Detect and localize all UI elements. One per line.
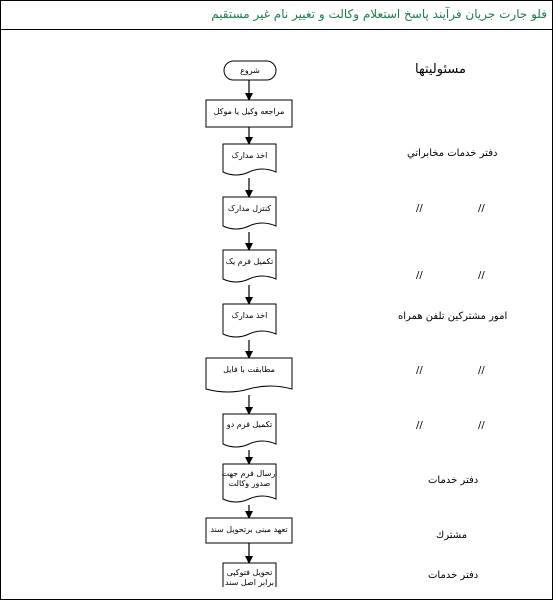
responsibility-ditto: //	[478, 270, 485, 281]
step-label: تحویل فتوکپی برابر اصل سند	[225, 568, 274, 587]
responsibility-label: دفتر خدمات مخابراتي	[407, 148, 498, 159]
responsibility-label: دفتر خدمات	[428, 570, 479, 581]
responsibility-ditto: //	[416, 203, 423, 214]
responsibility-label: مشترك	[436, 530, 468, 541]
responsibility-ditto: //	[478, 420, 485, 431]
responsibility-ditto: //	[478, 365, 485, 376]
step-label: اخذ مدارک	[231, 151, 268, 160]
start-label: شروع	[240, 66, 260, 75]
step-label: مطابقت با فایل	[223, 365, 275, 374]
page-title: فلو جارت جریان فرآیند پاسخ استعلام وکالت و تغییر نام غیر مستقیم	[211, 7, 547, 21]
step-label: تکمیل فرم دو	[226, 420, 273, 429]
step-label: کنترل مدارک	[227, 204, 272, 213]
responsibility-ditto: //	[416, 420, 423, 431]
step-label: تعهد مبنی برتحویل سند	[210, 525, 288, 534]
responsibility-label: دفتر خدمات	[428, 475, 479, 486]
step-label: مراجعه وکیل یا موکل	[213, 107, 285, 116]
step-label: تکمیل فرم یک	[225, 257, 274, 266]
step-label: ارسال فرم جهت صدور وکالت	[221, 469, 278, 488]
document-shape	[206, 358, 292, 392]
responsibility-label: امور مشترکین تلفن همراه	[398, 311, 508, 322]
responsibility-ditto: //	[478, 203, 485, 214]
responsibilities-header: مسئولیتها	[415, 62, 466, 77]
responsibility-ditto: //	[416, 365, 423, 376]
responsibility-ditto: //	[416, 270, 423, 281]
step-label: اخذ مدارک	[231, 311, 268, 320]
document-shape	[223, 414, 276, 447]
